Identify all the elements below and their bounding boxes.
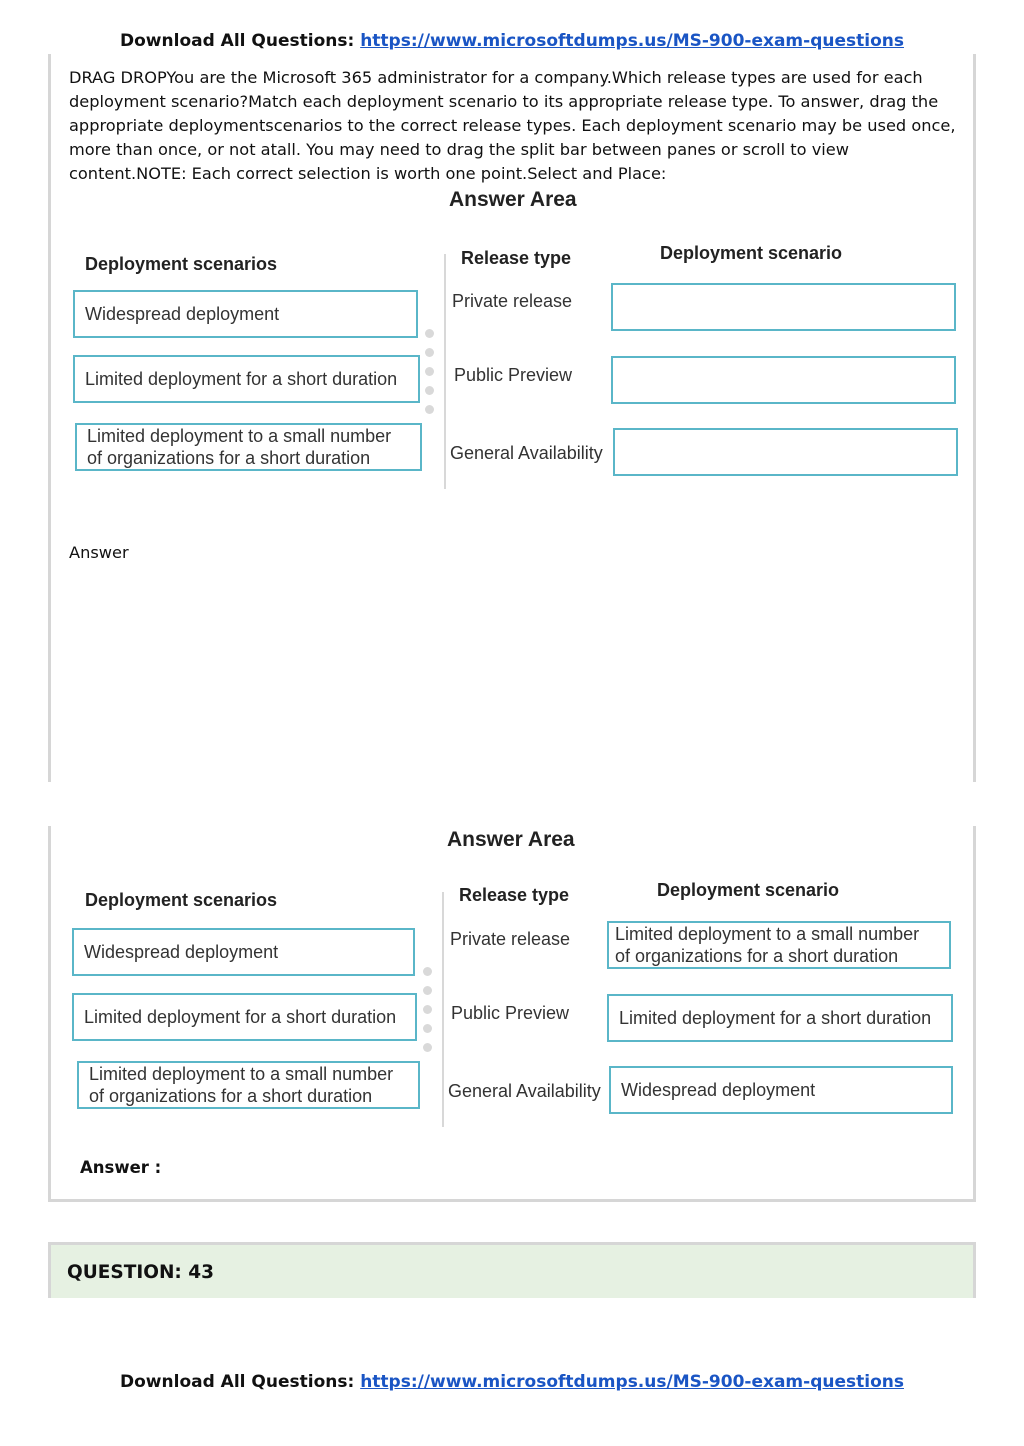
release-public-preview: Public Preview — [451, 1003, 570, 1023]
answer-area-title: Answer Area — [449, 188, 577, 211]
download-link[interactable]: https://www.microsoftdumps.us/MS-900-exam-questions — [360, 31, 904, 51]
release-general-availability: General Availability — [450, 443, 603, 463]
deployment-scenario-heading: Deployment scenario — [657, 880, 840, 900]
release-public-preview: Public Preview — [454, 365, 573, 385]
answer-card — [48, 826, 976, 1202]
question-card — [48, 54, 976, 782]
scenarios-heading: Deployment scenarios — [85, 890, 278, 910]
answer-tile-public-preview[interactable]: Limited deployment for a short duration — [607, 994, 953, 1042]
split-bar-handle[interactable] — [425, 329, 435, 424]
scenario-tile-limited-small[interactable]: Limited deployment to a small number of organizations for a short duration — [77, 1061, 420, 1109]
release-type-heading: Release type — [459, 885, 570, 905]
release-private: Private release — [452, 291, 573, 311]
answer-area-title: Answer Area — [447, 828, 575, 851]
download-link[interactable]: https://www.microsoftdumps.us/MS-900-exam-questions — [360, 1372, 904, 1392]
answer-tile-private[interactable]: Limited deployment to a small number of organizations for a short duration — [607, 921, 951, 969]
scenario-tile-widespread[interactable]: Widespread deployment — [73, 290, 418, 338]
scenario-tile-limited-short[interactable]: Limited deployment for a short duration — [73, 355, 420, 403]
download-header — [0, 31, 1024, 51]
scenario-tile-limited-small[interactable]: Limited deployment to a small number of organizations for a short duration — [75, 423, 422, 471]
answer-label: Answer — [69, 543, 129, 562]
exhibit-question — [51, 188, 979, 488]
drop-target-private[interactable] — [611, 283, 956, 331]
split-bar-handle[interactable] — [423, 967, 433, 1062]
download-label: Download All Questions: — [120, 1372, 355, 1392]
pane-splitter[interactable] — [444, 254, 446, 489]
drop-target-general-availability[interactable] — [613, 428, 958, 476]
deployment-scenario-heading: Deployment scenario — [660, 243, 843, 263]
release-general-availability: General Availability — [448, 1081, 601, 1101]
release-private: Private release — [450, 929, 571, 949]
scenario-tile-widespread[interactable]: Widespread deployment — [72, 928, 415, 976]
question-number: QUESTION: 43 — [67, 1262, 215, 1283]
answer-tile-general-availability[interactable]: Widespread deployment — [609, 1066, 953, 1114]
answer-colon-label: Answer : — [80, 1158, 162, 1177]
download-footer — [0, 1372, 1024, 1392]
drop-target-public-preview[interactable] — [611, 356, 956, 404]
release-type-heading: Release type — [461, 248, 572, 268]
scenarios-heading: Deployment scenarios — [85, 254, 278, 274]
scenario-tile-limited-short[interactable]: Limited deployment for a short duration — [72, 993, 417, 1041]
exhibit-answer — [51, 826, 979, 1126]
question-text: DRAG DROPYou are the Microsoft 365 administrator for a company.Which release types are used for each deployment scenario?Match each deployment scenario to its appropriate release type. To answer, drag the appropriate deploymentscenarios to the correct release types. Each deployment scenario may be used once, more than once, or not atall. You may need to drag the split bar between panes or scroll to view content.NOTE: Each correct selection is worth one point.Select and Place: — [69, 68, 956, 183]
question-number-bar — [48, 1242, 976, 1298]
pane-splitter[interactable] — [442, 892, 444, 1127]
download-label: Download All Questions: — [120, 31, 355, 51]
